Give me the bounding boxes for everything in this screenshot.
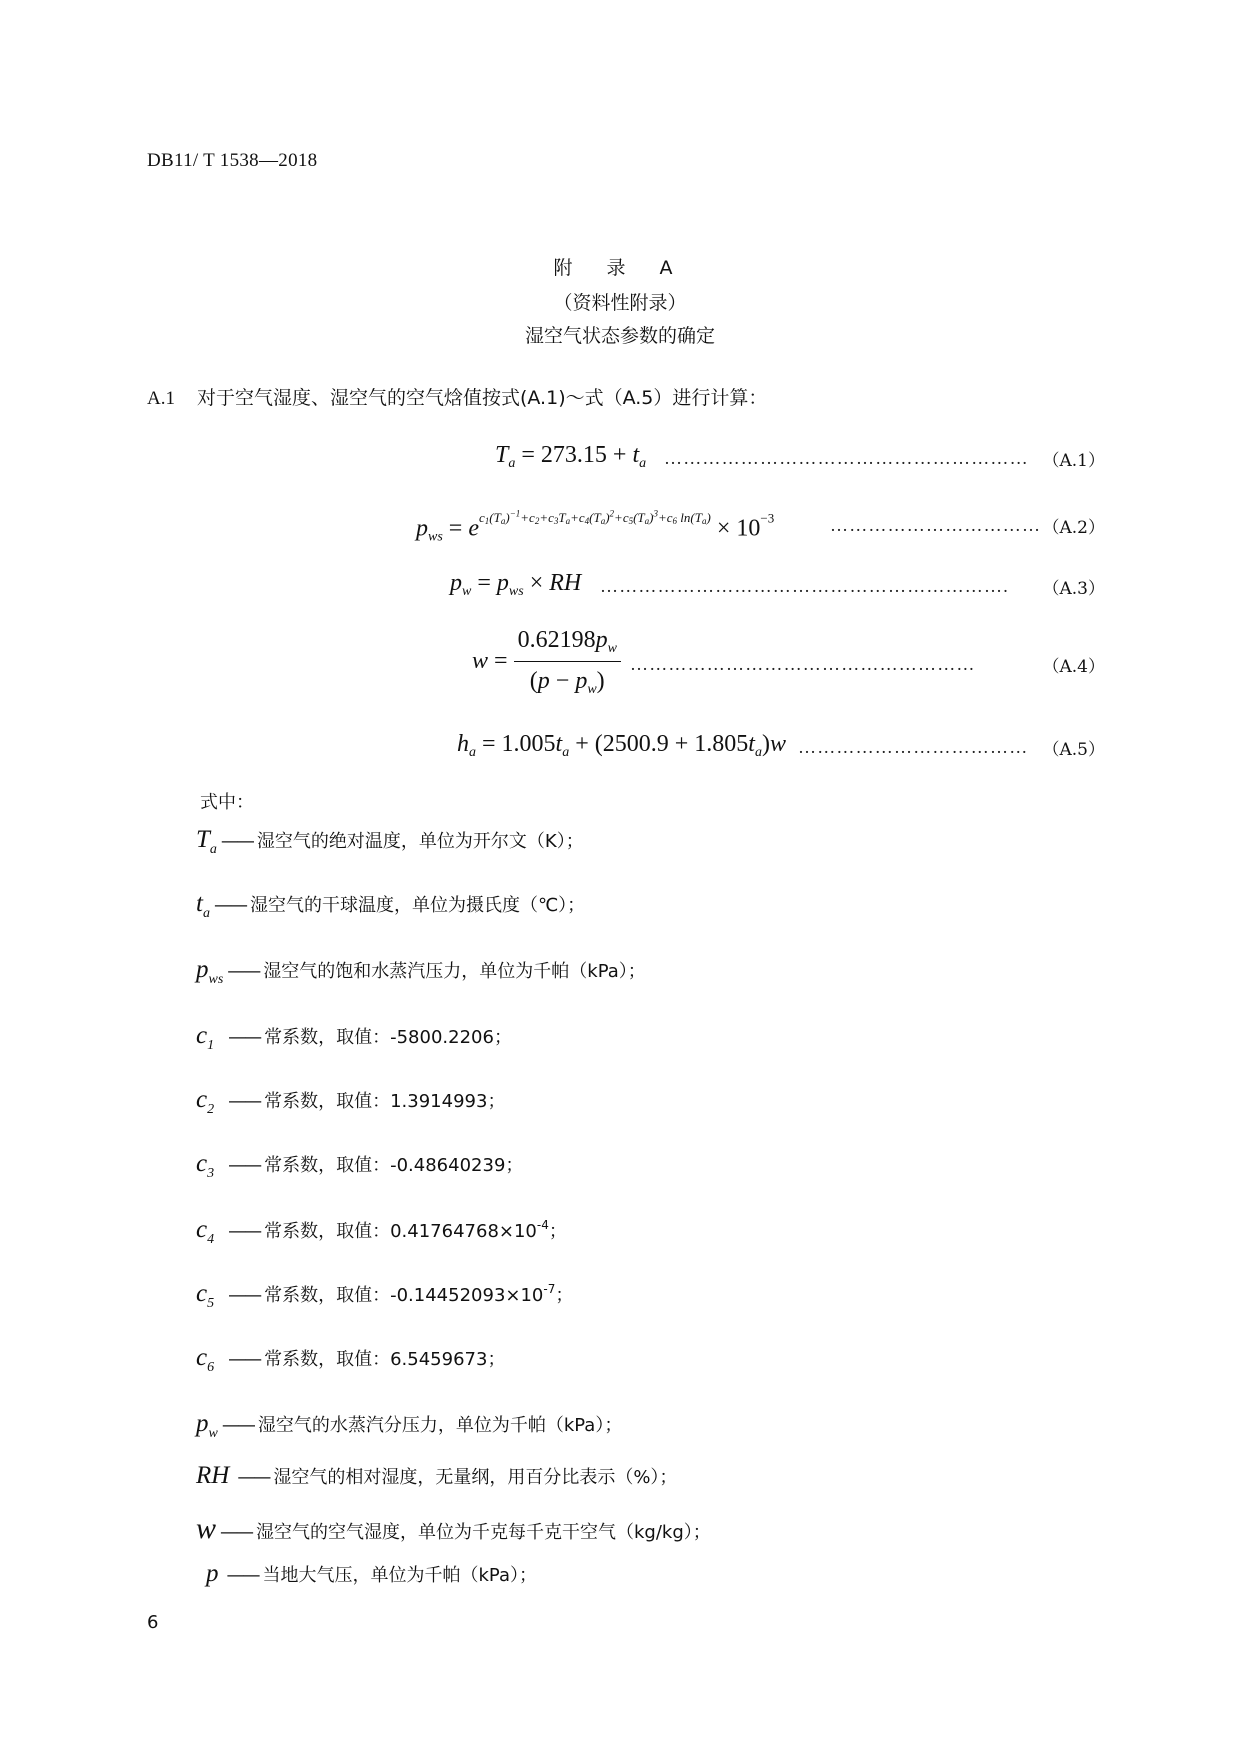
eq-a4-fraction: $\frac{0.62198p_w}{(p - p_w)}$: [514, 627, 621, 698]
definition-item: $c_6$ —— 常系数，取值：6.5459673；: [196, 1344, 506, 1375]
eq-a5-c2: 2500.9: [602, 731, 669, 757]
equation-a2: $p_{ws} = e^{c_1(T_a)^{-1}+c_2+c_3T_a+c_4(T_a)^2+c_5(T_a)^3+c_6 ln(T_a)} \times 10^{-3}$: [416, 509, 775, 545]
def-text: 常系数，取值：1.3914993；: [264, 1091, 506, 1112]
eq-a1-number: （A.1）: [1042, 451, 1105, 471]
definition-item: $T_a$ —— 湿空气的绝对温度，单位为开尔文（K）；: [196, 826, 584, 857]
standard-code: DB11/ T 1538—2018: [147, 150, 318, 171]
eq-a2-number: （A.2）: [1042, 518, 1105, 538]
definition-item: $c_4$ —— 常系数，取值：$0.41764768\times 10^{-4}$；: [196, 1216, 567, 1247]
def-subscript: 4: [207, 1232, 215, 1247]
definition-item: $p_w$ —— 湿空气的水蒸汽分压力，单位为千帕（kPa）；: [196, 1410, 623, 1441]
def-symbol: c: [196, 1086, 208, 1113]
clause-text: 对于空气湿度、湿空气的空气焓值按式(A.1)～式（A.5）进行计算：: [196, 387, 768, 409]
def-symbol: c: [196, 1280, 208, 1307]
appendix-subtitle: （资料性附录）: [553, 292, 687, 314]
eq-a4-leader: ………………………………………………: [630, 654, 976, 674]
definition-item: $c_3$ —— 常系数，取值：-0.48640239；: [196, 1150, 524, 1181]
def-symbol: w: [196, 1512, 217, 1545]
eq-a4-coefficient: 0.62198: [517, 627, 596, 653]
def-subscript: ws: [208, 972, 224, 987]
definition-item: p —— 当地大气压，单位为千帕（kPa）；: [206, 1560, 537, 1587]
where-label: 式中：: [200, 792, 254, 813]
equation-a5: $h_a = 1.005t_a + (2500.9 + 1.805t_a)w$: [457, 731, 786, 760]
def-text: 湿空气的干球温度，单位为摄氏度（℃）；: [249, 895, 586, 916]
clause-a1: [147, 383, 767, 410]
eq-a5-c3: 1.805: [694, 731, 749, 757]
eq-a2-scale-exp: −3: [760, 510, 775, 526]
eq-a2-scale: 10: [736, 515, 761, 542]
def-symbol: c: [196, 1022, 208, 1049]
def-text: 当地大气压，单位为千帕（kPa）；: [262, 1565, 537, 1586]
appendix-heading: 湿空气状态参数的确定: [524, 325, 715, 347]
def-text: 湿空气的饱和水蒸汽压力，单位为千帕（kPa）；: [263, 961, 646, 982]
def-subscript: a: [209, 842, 217, 857]
def-symbol: p: [206, 1560, 219, 1587]
appendix-title: 附 录 A: [553, 257, 687, 279]
eq-a1-leader: …………………………………………………: [664, 448, 1029, 468]
definition-item: $p_{ws}$ —— 湿空气的饱和水蒸汽压力，单位为千帕（kPa）；: [196, 956, 646, 987]
equation-a4: w = $\frac{0.62198p_w}{(p - p_w)}$: [472, 627, 621, 698]
def-symbol: p: [196, 1410, 209, 1437]
eq-a2-leader: ……………………………: [830, 515, 1042, 535]
def-tail: ；: [555, 1285, 574, 1306]
clause-number: A.1: [147, 388, 175, 409]
def-symbol: t: [196, 890, 203, 917]
def-text: 湿空气的水蒸汽分压力，单位为千帕（kPa）；: [257, 1415, 623, 1436]
definition-item: $c_2$ —— 常系数，取值：1.3914993；: [196, 1086, 506, 1117]
def-subscript: 1: [207, 1038, 215, 1053]
eq-a3-number: （A.3）: [1042, 579, 1105, 599]
def-text: 常系数，取值：-0.14452093×10: [264, 1285, 544, 1306]
eq-a3-leader: ……………………………………………………….: [600, 576, 1009, 596]
def-symbol: p: [196, 956, 209, 983]
def-symbol: c: [196, 1216, 208, 1243]
equation-a1: $T_a = 273.15 + t_a$: [495, 442, 647, 471]
def-symbol: c: [196, 1344, 208, 1371]
equation-a3: $p_w = p_{ws}$ × RH: [450, 570, 582, 599]
eq-a5-number: （A.5）: [1042, 740, 1105, 760]
def-text: 常系数，取值：0.41764768×10: [264, 1221, 537, 1242]
def-subscript: 2: [207, 1102, 215, 1117]
definition-item: $c_5$ —— 常系数，取值：$-0.14452093\times 10^{-7}$；: [196, 1280, 574, 1311]
def-subscript: 6: [207, 1360, 215, 1375]
eq-a5-leader: ………………………………: [798, 737, 1029, 757]
eq-a1-constant: 273.15: [540, 442, 607, 468]
def-text: 常系数，取值：6.5459673；: [264, 1349, 506, 1370]
eq-a5-c1: 1.005: [501, 731, 556, 757]
def-text: 湿空气的空气湿度，单位为千克每千克干空气（kg/kg）；: [256, 1522, 711, 1543]
definition-item: w —— 湿空气的空气湿度，单位为千克每千克干空气（kg/kg）；: [196, 1512, 711, 1545]
def-tail: ；: [548, 1221, 567, 1242]
def-exponent: -4: [536, 1218, 549, 1232]
def-symbol: RH: [196, 1462, 230, 1489]
def-text: 常系数，取值：-0.48640239；: [264, 1155, 524, 1176]
def-subscript: 5: [207, 1296, 215, 1311]
def-text: 湿空气的绝对温度，单位为开尔文（K）；: [256, 831, 584, 852]
def-symbol: c: [196, 1150, 208, 1177]
definition-item: RH —— 湿空气的相对湿度，无量纲，用百分比表示（%）；: [196, 1462, 678, 1489]
eq-a4-number: （A.4）: [1042, 657, 1105, 677]
page-number: 6: [147, 1612, 159, 1633]
def-subscript: 3: [207, 1166, 215, 1181]
def-exponent: -7: [543, 1282, 556, 1296]
def-symbol: T: [196, 826, 210, 853]
def-subscript: w: [208, 1426, 218, 1441]
def-text: 常系数，取值：-5800.2206；: [264, 1027, 512, 1048]
definition-item: $c_1$ —— 常系数，取值：-5800.2206；: [196, 1022, 512, 1053]
def-subscript: a: [202, 906, 210, 921]
def-text: 湿空气的相对湿度，无量纲，用百分比表示（%）；: [273, 1467, 678, 1488]
definition-item: $t_a$ —— 湿空气的干球温度，单位为摄氏度（℃）；: [196, 890, 586, 921]
